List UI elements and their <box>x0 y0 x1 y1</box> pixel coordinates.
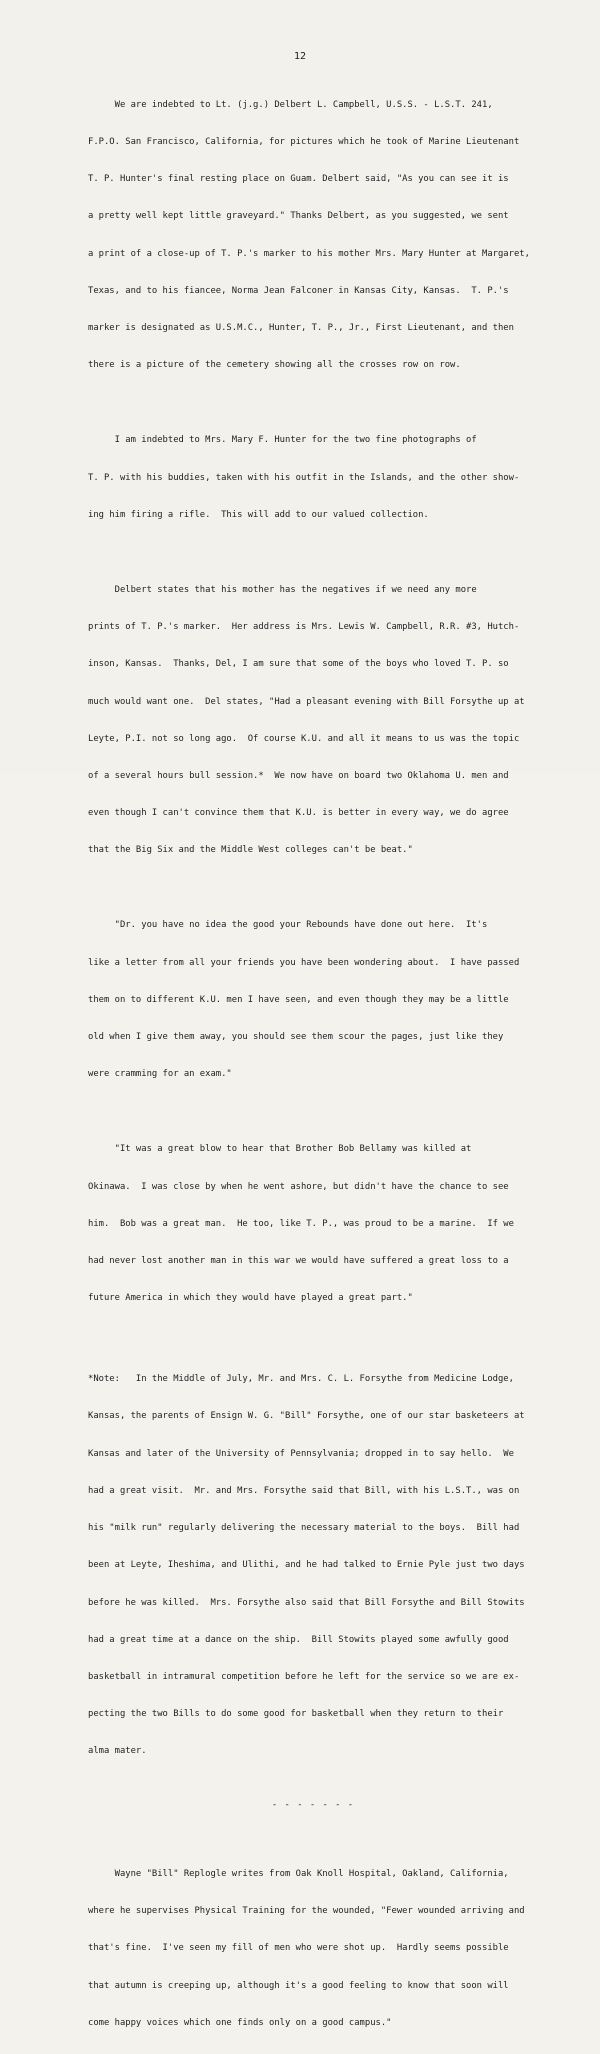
paragraph-campbell-pictures <box>88 74 538 397</box>
section-separator: - - - - - - - <box>271 1799 355 1810</box>
text-line: Kansas and later of the University of Pennsylvania; dropped in to say hello. We <box>88 1448 514 1459</box>
text-line: Okinawa. I was close by when he went ashore, but didn't have the chance to see <box>88 1181 509 1192</box>
paragraph-replogle <box>88 1843 538 2054</box>
text-line: We are indebted to Lt. (j.g.) Delbert L. Campbell, U.S.S. - L.S.T. 241, <box>88 99 493 110</box>
text-line: Delbert states that his mother has the negatives if we need any more <box>88 584 477 595</box>
text-line: had a great time at a dance on the ship. Bill Stowits played some awfully good <box>88 1634 509 1645</box>
text-line: basketball in intramural competition before he left for the service so we are ex- <box>88 1671 520 1682</box>
text-line: where he supervises Physical Training for the wounded, "Fewer wounded arriving and <box>88 1906 525 1917</box>
paragraph-note-forsythe <box>88 1348 538 1782</box>
text-line: F.P.O. San Francisco, California, for pictures which he took of Marine Lieutenant <box>88 137 520 148</box>
text-line: Texas, and to his fiancee, Norma Jean Falconer in Kansas City, Kansas. T. P.'s <box>88 285 509 296</box>
text-line: inson, Kansas. Thanks, Del, I am sure that some of the boys who loved T. P. so <box>88 659 509 670</box>
text-line: T. P. Hunter's final resting place on Guam. Delbert said, "As you can see it is <box>88 174 509 185</box>
text-line: had a great visit. Mr. and Mrs. Forsythe said that Bill, with his L.S.T., was on <box>88 1485 520 1496</box>
text-line: of a several hours bull session.* We now have on board two Oklahoma U. men and <box>88 770 509 781</box>
page-number: 12 <box>293 51 307 62</box>
text-line: before he was killed. Mrs. Forsythe also said that Bill Forsythe and Bill Stowits <box>88 1597 525 1608</box>
text-line: there is a picture of the cemetery showing all the crosses row on row. <box>88 360 461 371</box>
text-line: his "milk run" regularly delivering the necessary material to the boys. Bill had <box>88 1523 520 1534</box>
text-line: T. P. with his buddies, taken with his outfit in the Islands, and the other show- <box>88 472 520 483</box>
text-line: that's fine. I've seen my fill of men who were shot up. Hardly seems possible <box>88 1943 509 1954</box>
text-line: old when I give them away, you should see them scour the pages, just like they <box>88 1032 504 1043</box>
text-line: Leyte, P.I. not so long ago. Of course K.U. and all it means to us was the topic <box>88 733 520 744</box>
text-line: Wayne "Bill" Replogle writes from Oak Knoll Hospital, Oakland, California, <box>88 1868 509 1879</box>
text-line: had never lost another man in this war we would have suffered a great loss to a <box>88 1255 509 1266</box>
text-line: him. Bob was a great man. He too, like T. P., was proud to be a marine. If we <box>88 1218 514 1229</box>
page-body <box>88 74 538 2054</box>
text-line: "Dr. you have no idea the good your Rebounds have done out here. It's <box>88 920 488 931</box>
text-line: that the Big Six and the Middle West colleges can't be beat." <box>88 845 413 856</box>
text-line: were cramming for an exam." <box>88 1069 232 1080</box>
text-line: alma mater. <box>88 1746 147 1757</box>
text-line: pecting the two Bills to do some good for basketball when they return to their <box>88 1709 504 1720</box>
text-line: them on to different K.U. men I have seen, and even though they may be a little <box>88 994 509 1005</box>
text-line: much would want one. Del states, "Had a pleasant evening with Bill Forsythe up at <box>88 696 525 707</box>
text-line: marker is designated as U.S.M.C., Hunter, T. P., Jr., First Lieutenant, and then <box>88 323 514 334</box>
text-line: "It was a great blow to hear that Brother Bob Bellamy was killed at <box>88 1144 472 1155</box>
paragraph-rebounds-quote <box>88 895 538 1106</box>
text-line: been at Leyte, Iheshima, and Ulithi, and he had talked to Ernie Pyle just two days <box>88 1560 525 1571</box>
text-line: ing him firing a rifle. This will add to our valued collection. <box>88 509 429 520</box>
text-line: even though I can't convince them that K.U. is better in every way, we do agree <box>88 808 509 819</box>
text-line: *Note: In the Middle of July, Mr. and Mrs. C. L. Forsythe from Medicine Lodge, <box>88 1374 514 1385</box>
paragraph-negatives <box>88 559 538 882</box>
text-line: I am indebted to Mrs. Mary F. Hunter for the two fine photographs of <box>88 435 477 446</box>
text-line: future America in which they would have played a great part." <box>88 1293 413 1304</box>
text-line: prints of T. P.'s marker. Her address is Mrs. Lewis W. Campbell, R.R. #3, Hutch- <box>88 622 520 633</box>
text-line: like a letter from all your friends you have been wondering about. I have passed <box>88 957 520 968</box>
text-line: come happy voices which one finds only on a good campus." <box>88 2017 392 2028</box>
paragraph-hunter-photographs <box>88 410 538 546</box>
text-line: that autumn is creeping up, although it's a good feeling to know that soon will <box>88 1980 509 1991</box>
paragraph-bellamy-quote <box>88 1119 538 1330</box>
text-line: a print of a close-up of T. P.'s marker to his mother Mrs. Mary Hunter at Margaret, <box>88 248 530 259</box>
text-line: Kansas, the parents of Ensign W. G. "Bill" Forsythe, one of our star basketeers at <box>88 1411 525 1422</box>
text-line: a pretty well kept little graveyard." Thanks Delbert, as you suggested, we sent <box>88 211 509 222</box>
